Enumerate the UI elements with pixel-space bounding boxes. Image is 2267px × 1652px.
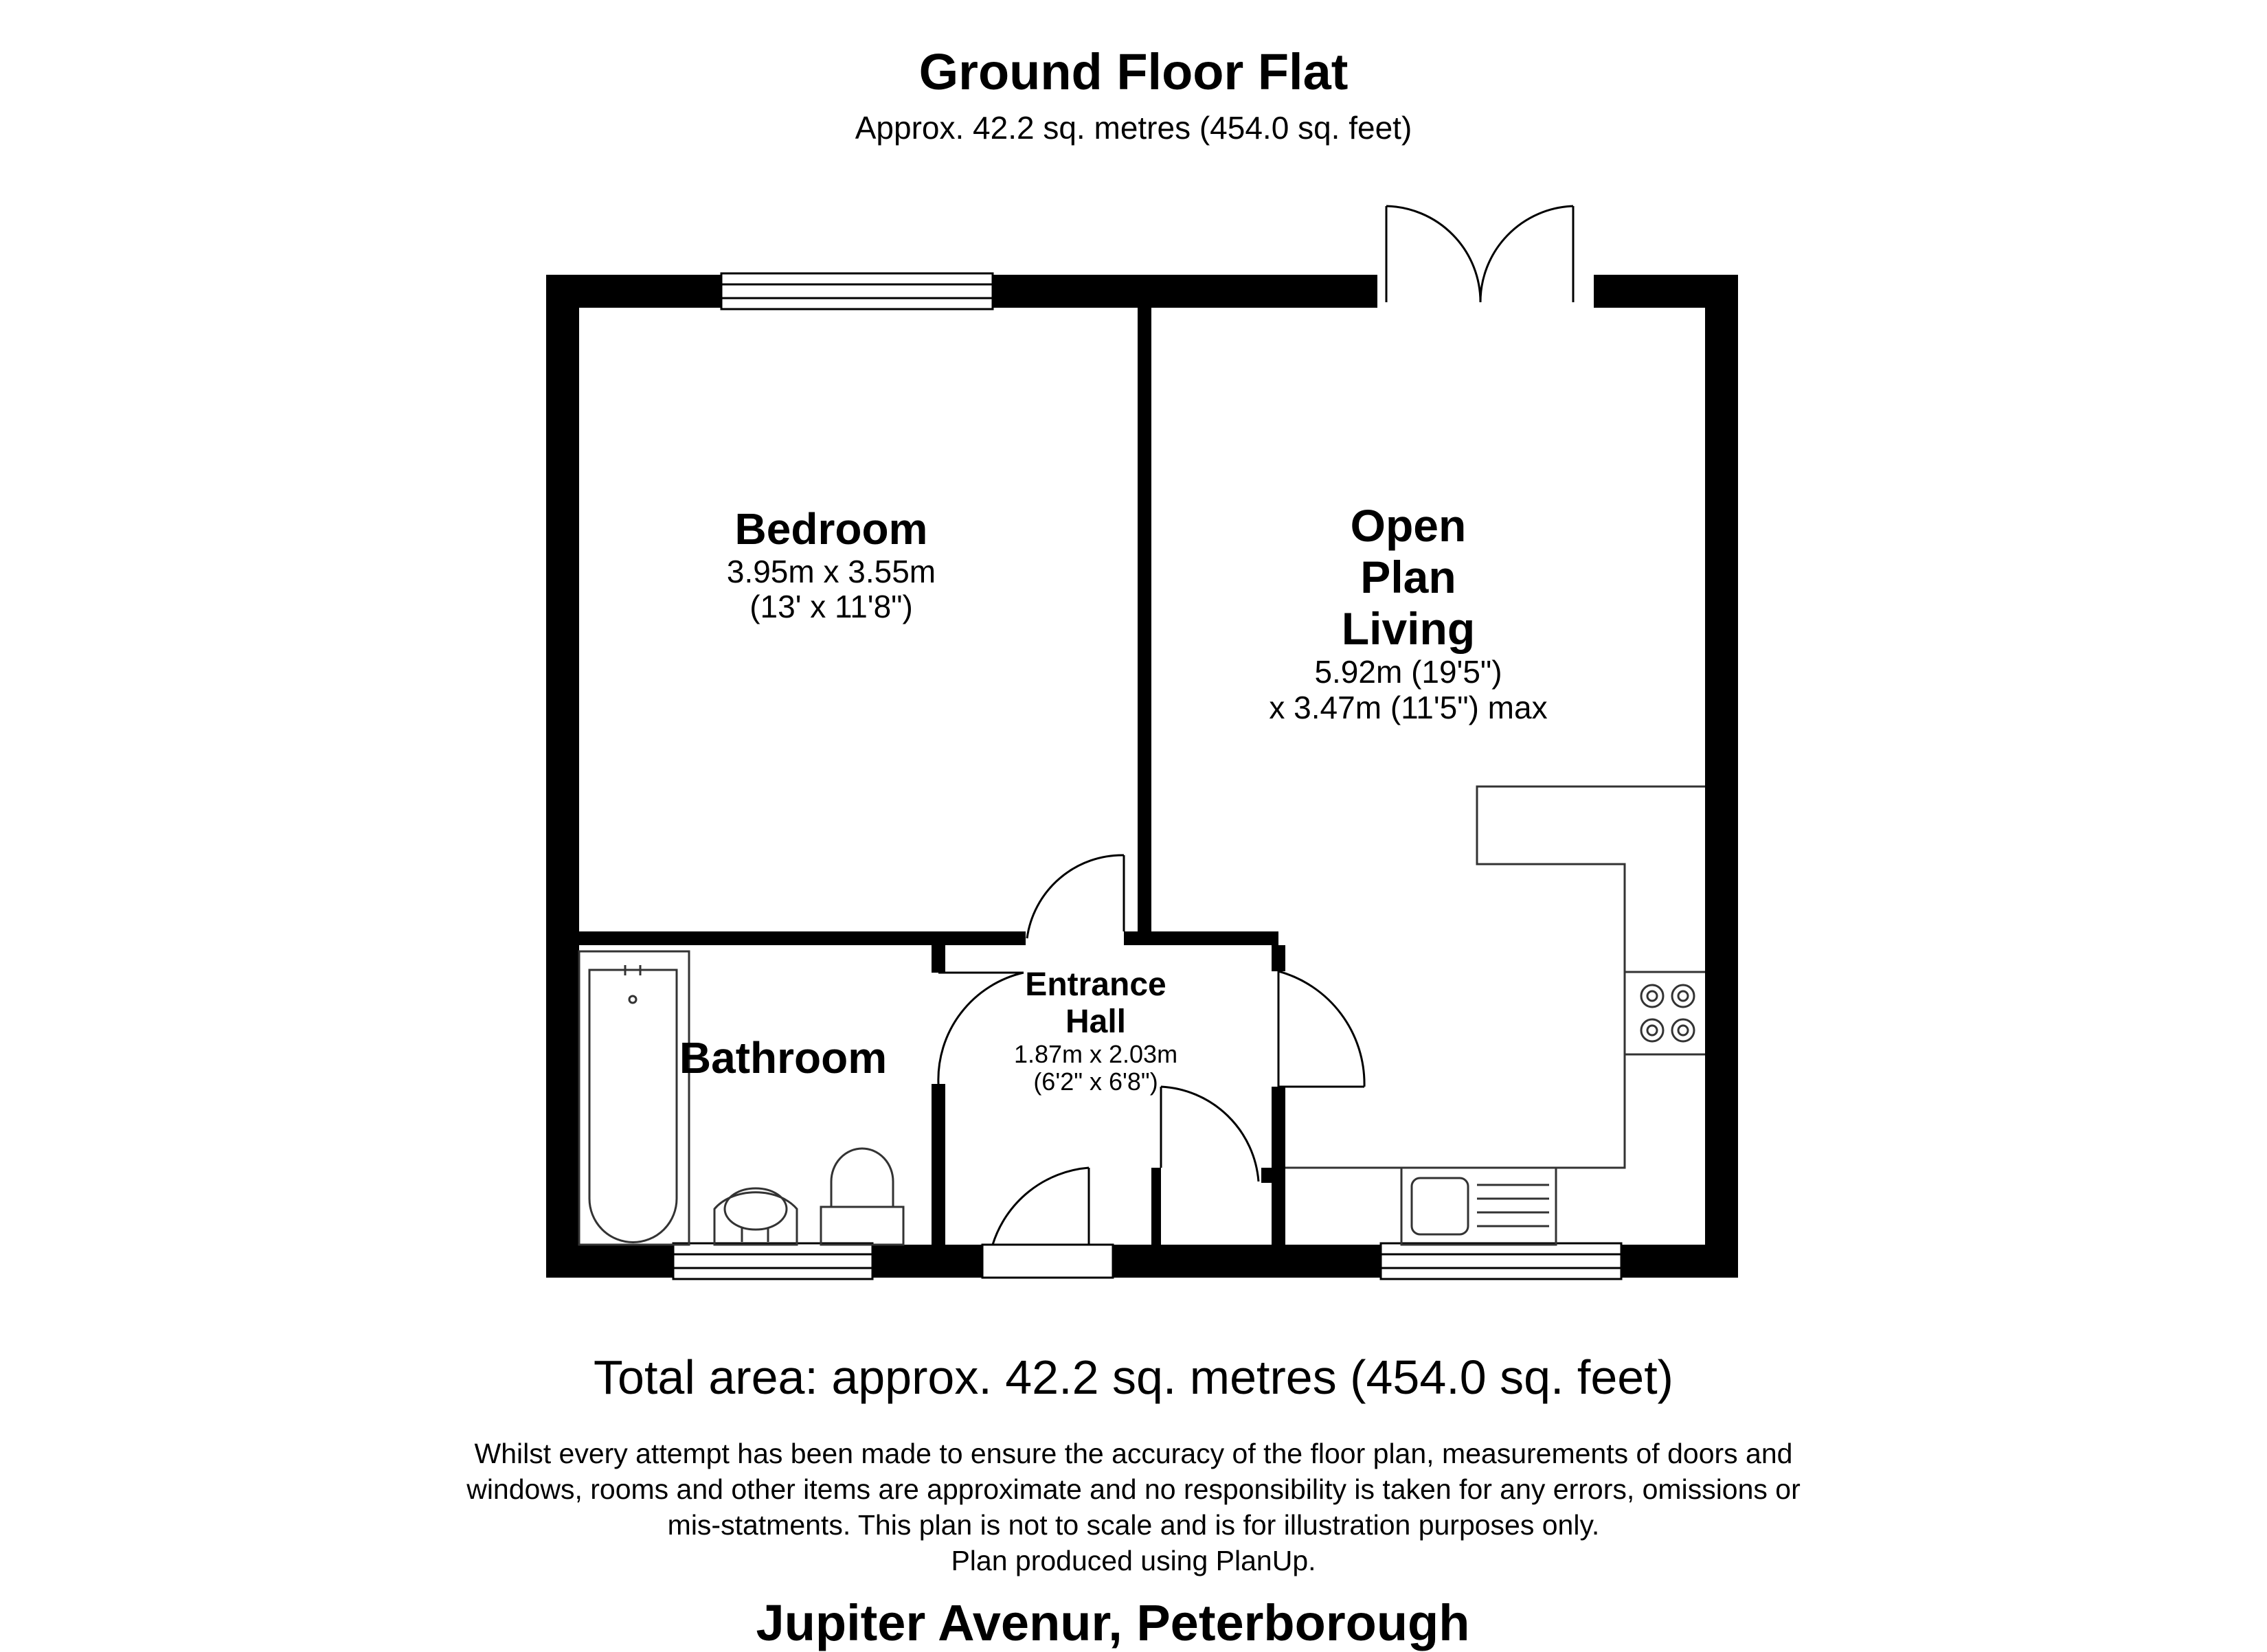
kitchen-counter <box>1285 787 1705 1168</box>
hall-dimensions-imperial: (6'2" x 6'8") <box>1033 1067 1158 1096</box>
bathroom-name: Bathroom <box>679 1033 888 1083</box>
disclaimer-line: Plan produced using PlanUp. <box>951 1545 1316 1576</box>
plan-subtitle: Approx. 42.2 sq. metres (454.0 sq. feet) <box>855 110 1412 146</box>
hall-dimensions: 1.87m x 2.03m <box>1013 1040 1178 1068</box>
toilet <box>821 1149 903 1245</box>
bath <box>579 951 689 1245</box>
kitchen-sink <box>1401 1168 1556 1245</box>
basin <box>714 1188 797 1245</box>
property-address: Jupiter Avenur, Peterborough <box>756 1594 1470 1651</box>
disclaimer-line: mis-statments. This plan is not to scale and is for illustration purposes only. <box>667 1509 1600 1541</box>
bedroom-label <box>653 505 1010 625</box>
bedroom-dimensions: 3.95m x 3.55m <box>726 553 936 589</box>
disclaimer-line: windows, rooms and other items are approximate and no responsibility is taken for any errors, omissions or <box>466 1473 1801 1505</box>
living-name-line2: Plan <box>1360 552 1456 602</box>
living-name-line3: Living <box>1341 603 1476 654</box>
disclaimer <box>385 1436 1882 1579</box>
hall-label <box>969 966 1223 1096</box>
doors <box>938 206 1573 1278</box>
hall-name-line2: Hall <box>1065 1004 1127 1040</box>
hall-name-line1: Entrance <box>1025 966 1166 1003</box>
bedroom-name: Bedroom <box>734 504 928 554</box>
plan-title: Ground Floor Flat <box>918 43 1349 100</box>
living-dimensions-width: x 3.47m (11'5") max <box>1269 689 1548 725</box>
living-name-line1: Open <box>1350 500 1467 551</box>
hob <box>1641 985 1694 1041</box>
bathroom-label <box>653 1034 914 1083</box>
living-dimensions: 5.92m (19'5") <box>1314 654 1502 690</box>
bedroom-dimensions-imperial: (13' x 11'8") <box>749 589 913 625</box>
interior-walls <box>579 308 1285 1245</box>
living-label <box>1202 500 1614 725</box>
total-area: Total area: approx. 42.2 sq. metres (454.0 sq. feet) <box>594 1350 1673 1404</box>
disclaimer-line: Whilst every attempt has been made to ensure the accuracy of the floor plan, measurements of doors and <box>474 1438 1793 1469</box>
